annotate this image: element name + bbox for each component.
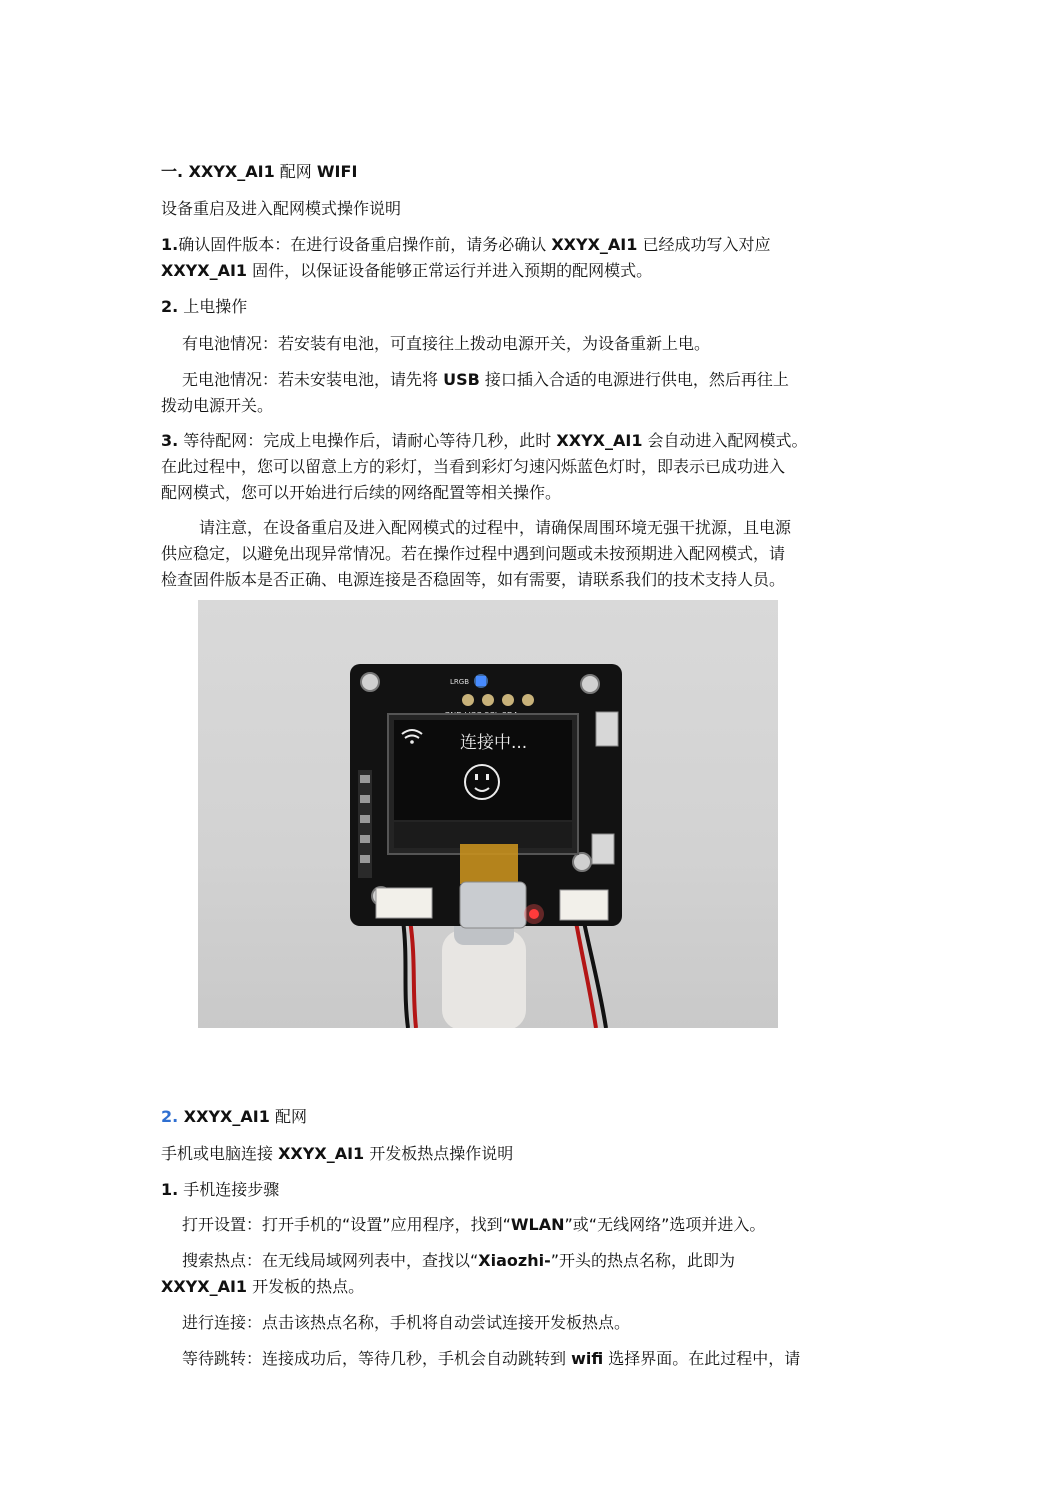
l1-a: 打开设置：打开手机的“设置”应用程序，找到“ bbox=[182, 1215, 511, 1234]
l3-b: 开发板的热点。 bbox=[247, 1277, 365, 1296]
sub-a: 手机或电脑连接 bbox=[161, 1144, 279, 1163]
step-line1 bbox=[182, 1212, 765, 1238]
note-line3: 检查固件版本是否正确、电源连接是否稳固等，如有需要，请联系我们的技术支持人员。 bbox=[161, 570, 786, 589]
p3-text-a: 等待配网：完成上电操作后，请耐心等待几秒，此时 bbox=[178, 431, 557, 450]
section1-heading bbox=[161, 159, 357, 185]
l5-c: 选择界面。在此过程中，请 bbox=[603, 1349, 801, 1368]
l2-ssid: Xiaozhi- bbox=[478, 1251, 551, 1270]
note-line2: 供应稳定，以避免出现异常情况。若在操作过程中遇到问题或未按预期进入配网模式，请 bbox=[161, 544, 786, 563]
p1-device-2: XXYX_AI1 bbox=[161, 261, 248, 280]
section1-subtitle: 设备重启及进入配网模式操作说明 bbox=[161, 199, 402, 218]
l5-a: 等待跳转：连接成功后，等待几秒，手机会自动跳转到 bbox=[182, 1349, 572, 1368]
p3-text-b: 会自动进入配网模式。 bbox=[642, 431, 808, 450]
p1-line1 bbox=[161, 232, 770, 258]
step-line4: 进行连接：点击该热点名称，手机将自动尝试连接开发板热点。 bbox=[182, 1313, 631, 1332]
step-line3 bbox=[161, 1274, 364, 1300]
step-num: 1. bbox=[161, 1180, 179, 1199]
section2-heading bbox=[161, 1104, 307, 1130]
section2-subtitle bbox=[161, 1141, 513, 1167]
section2-num: 2. bbox=[161, 1107, 179, 1126]
p3-line1 bbox=[161, 428, 808, 454]
heading-device: XXYX_AI1 bbox=[188, 162, 275, 181]
p3-device: XXYX_AI1 bbox=[556, 431, 643, 450]
p2-line2 bbox=[182, 367, 789, 393]
note-line1: 请注意，在设备重启及进入配网模式的过程中，请确保周围环境无强干扰源，且电源 bbox=[199, 518, 792, 537]
p3-line2: 在此过程中，您可以留意上方的彩灯，当看到彩灯匀速闪烁蓝色灯时，即表示已成功进入 bbox=[161, 457, 786, 476]
p1-num: 1. bbox=[161, 235, 179, 254]
p2-line1: 有电池情况：若安装有电池，可直接往上拨动电源开关，为设备重新上电。 bbox=[182, 334, 711, 353]
p2-text-a: 无电池情况：若未安装电池，请先将 bbox=[182, 370, 444, 389]
heading-wifi: WIFI bbox=[316, 162, 358, 181]
l5-wifi: wifi bbox=[571, 1349, 604, 1368]
p3-line3: 配网模式，您可以开始进行后续的网络配置等相关操作。 bbox=[161, 483, 562, 502]
p1-text-b: 已经成功写入对应 bbox=[637, 235, 771, 254]
step-line5 bbox=[182, 1346, 800, 1372]
p3-num: 3. bbox=[161, 431, 179, 450]
sub-device: XXYX_AI1 bbox=[278, 1144, 365, 1163]
p2-num: 2. bbox=[161, 297, 179, 316]
p2-title bbox=[161, 294, 247, 320]
p1-device: XXYX_AI1 bbox=[551, 235, 638, 254]
device-illustration bbox=[198, 600, 778, 1028]
step-line2 bbox=[182, 1248, 735, 1274]
p2-line3: 拨动电源开关。 bbox=[161, 396, 274, 415]
p2-title-text: 上电操作 bbox=[178, 297, 248, 316]
heading-prefix: 一. bbox=[161, 162, 189, 181]
l1-c: ”或“无线网络”选项并进入。 bbox=[564, 1215, 766, 1234]
led-label: LRGB bbox=[450, 678, 469, 686]
p1-text-a: 确认固件版本：在进行设备重启操作前，请务必确认 bbox=[178, 235, 552, 254]
screen-status-text: 连接中... bbox=[460, 733, 528, 753]
p2-usb: USB bbox=[443, 370, 480, 389]
section2-rest: 配网 bbox=[269, 1107, 307, 1126]
sub-c: 开发板热点操作说明 bbox=[364, 1144, 514, 1163]
p2-text-b: 接口插入合适的电源进行供电，然后再往上 bbox=[479, 370, 789, 389]
p1-text-c: 固件，以保证设备能够正常运行并进入预期的配网模式。 bbox=[247, 261, 653, 280]
device-photo bbox=[198, 600, 778, 1028]
step-title bbox=[161, 1177, 279, 1203]
p1-line2 bbox=[161, 258, 652, 284]
l3-device: XXYX_AI1 bbox=[161, 1277, 248, 1296]
section2-device: XXYX_AI1 bbox=[178, 1107, 270, 1126]
l2-a: 搜索热点：在无线局域网列表中，查找以“ bbox=[182, 1251, 479, 1270]
l2-c: ”开头的热点名称，此即为 bbox=[550, 1251, 736, 1270]
l1-wlan: WLAN bbox=[510, 1215, 565, 1234]
step-title-text: 手机连接步骤 bbox=[178, 1180, 280, 1199]
heading-mid: 配网 bbox=[274, 162, 317, 181]
